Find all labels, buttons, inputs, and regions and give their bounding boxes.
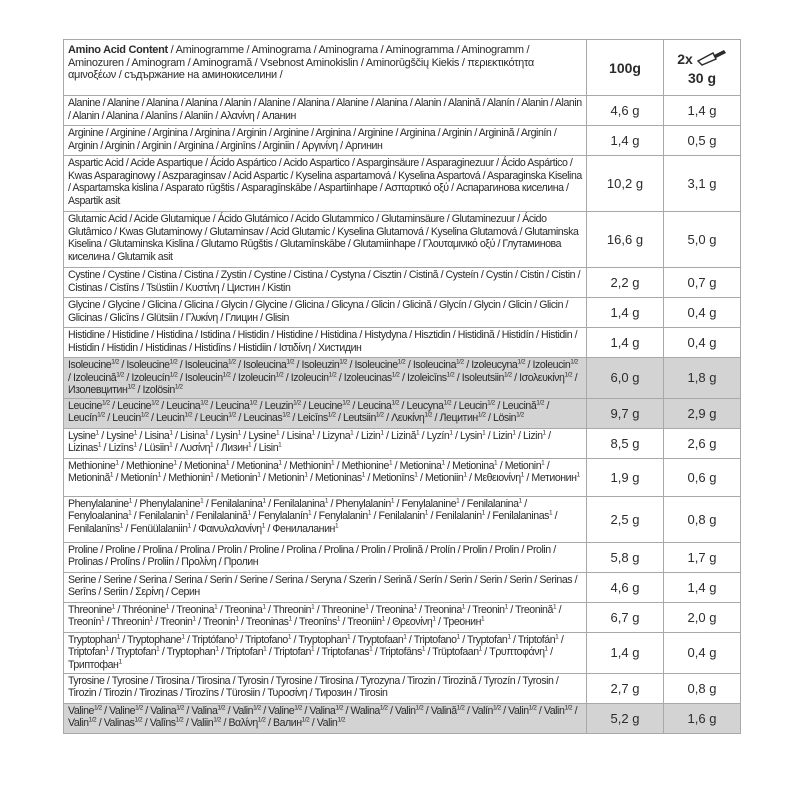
header-serving-count: 2x — [677, 50, 693, 67]
value-per-100g: 1,4 g — [587, 298, 664, 328]
value-per-100g: 9,7 g — [587, 398, 664, 428]
scoop-icon — [697, 50, 727, 71]
value-per-100g: 1,4 g — [587, 632, 664, 673]
amino-acid-table — [63, 39, 741, 734]
value-per-100g: 2,7 g — [587, 673, 664, 703]
table-row — [64, 126, 741, 156]
value-per-100g: 6,7 g — [587, 602, 664, 632]
table-row — [64, 268, 741, 298]
table-row — [64, 156, 741, 212]
value-per-30g: 0,8 g — [664, 496, 741, 542]
table-row — [64, 212, 741, 268]
value-per-30g: 2,9 g — [664, 398, 741, 428]
header-title-rest: / Aminogramme / Aminograma / Aminograma / Aminogramma / Aminogramm / Aminozuren / Aminogram / Aminogramă / Vsebnost Aminokislin / Aminorūgščių Kiekis / περιεκτικότητα αμινοξέων / съдържание на аминокиселини / — [68, 44, 534, 82]
value-per-100g: 4,6 g — [587, 572, 664, 602]
amino-acid-name: Phenylalanine$^1$ / Phenylalanine$^1$ / Fenilalanina$^1$ / Fenilalanina$^1$ / Phenylalanin$^1$ / Fenylalanine$^1$ / Fenilalanina$^1$ / Fenyloalanina$^1$ / Fenilalanin$^1$ / Fenilalanină$^1$ / Fenylalanín$^1$ / Fenylalanin$^1$ / Fenilalanin$^1$ / Fenilalanin$^1$ / Fenilalaninas$^1$ / Fenilalanīns$^1$ / Fenüülalaniin$^1$ / Φαινυλαλανίνη$^1$ / Фенилаланин$^1$ — [64, 496, 587, 542]
value-per-100g: 1,9 g — [587, 458, 664, 496]
amino-acid-name: Aspartic Acid / Acide Aspartique / Ácido Aspártico / Acido Aspartico / Asparginsäure / Asparaginezuur / Ácido Aspártico / Kwas Asparaginowy / Aszparaginsav / Acid Aspartic / Kyselina aspartamová / Kyselina Aspartová / Asparaginska Kiselina / Aspartamska kislina / Asparato rūgštis / Asparagīnskābe / Aspartiinhape / Ασπαρτικό οξύ / Аспарагинова киселина / Aspartik asit — [64, 156, 587, 212]
header-serving-weight: 30 g — [687, 69, 716, 86]
amino-acid-name: Lysine$^1$ / Lysine$^1$ / Lisina$^1$ / Lisina$^1$ / Lysin$^1$ / Lysine$^1$ / Lisina$^1$ / Lizyna$^1$ / Lizin$^1$ / Lizină$^1$ / Lyzín$^1$ / Lysin$^1$ / Lizin$^1$ / Lizin$^1$ / Lizinas$^1$ / Lizīns$^1$ / Lüsiin$^1$ / Λυσίνη$^1$ / Лизин$^1$ / Lisin$^1$ — [64, 428, 587, 458]
value-per-30g: 1,7 g — [664, 542, 741, 572]
table-row — [64, 428, 741, 458]
value-per-100g: 1,4 g — [587, 126, 664, 156]
table-body — [64, 40, 741, 734]
table-row — [64, 358, 741, 399]
value-per-100g: 6,0 g — [587, 358, 664, 399]
header-row — [64, 40, 741, 96]
value-per-30g: 0,8 g — [664, 673, 741, 703]
table-row — [64, 458, 741, 496]
amino-acid-name: Proline / Proline / Prolina / Prolina / Prolin / Proline / Prolina / Prolina / Prolin / Prolină / Prolín / Prolin / Prolin / Prolin / Prolinas / Prolīns / Proliin / Προλίνη / Пролин — [64, 542, 587, 572]
amino-acid-name: Cystine / Cystine / Cistina / Cistina / Zystin / Cystine / Cistina / Cystyna / Cisztin / Cistină / Cysteín / Cystin / Cistin / Cistin / Cistinas / Cistīns / Tsüstiin / Κυστίνη / Цистин / Kistin — [64, 268, 587, 298]
value-per-30g: 0,4 g — [664, 328, 741, 358]
value-per-30g: 0,7 g — [664, 268, 741, 298]
table-row — [64, 542, 741, 572]
table-row — [64, 398, 741, 428]
value-per-30g: 1,8 g — [664, 358, 741, 399]
value-per-30g: 2,0 g — [664, 602, 741, 632]
table-row — [64, 703, 741, 733]
amino-acid-name: Leucine$^{1/2}$ / Leucine$^{1/2}$ / Leucina$^{1/2}$ / Leucina$^{1/2}$ / Leuzin$^{1/2}$ / Leucine$^{1/2}$ / Leucina$^{1/2}$ / Leucyna$^{1/2}$ / Leucin$^{1/2}$ / Leucină$^{1/2}$ / Leucín$^{1/2}$ / Leucin$^{1/2}$ / Leucin$^{1/2}$ / Leucin$^{1/2}$ / Leucinas$^{1/2}$ / Leicīns$^{1/2}$ / Leutsiin$^{1/2}$ / Λευκίνη$^{1/2}$ / Лецитин$^{1/2}$ / Lösin$^{1/2}$ — [64, 398, 587, 428]
amino-acid-name: Methionine$^1$ / Methionine$^1$ / Metionina$^1$ / Metionina$^1$ / Methionin$^1$ / Methionine$^1$ / Metionina$^1$ / Metionina$^1$ / Metionin$^1$ / Metionină$^1$ / Metionín$^1$ / Methionin$^1$ / Metionin$^1$ / Metionin$^1$ / Metioninas$^1$ / Metionīns$^1$ / Metioniin$^1$ / Μεθειονίνη$^1$ / Метионин$^1$ — [64, 458, 587, 496]
amino-acid-name: Glutamic Acid / Acide Glutamique / Ácido Glutámico / Acido Glutammico / Glutaminsäure / Glutaminezuur / Ácido Glutâmico / Kwas Glutaminowy / Glutaminsav / Acid Glutamic / Kyselina Glutamová / Kyselina Glutamová / Glutaminska Kiselina / Glutaminska Kislina / Glutamo Rūgštis / Glutamīnskābe / Glutamiinhape / Γλουταμινικό οξύ / Глутаминова киселина / Glutamik asit — [64, 212, 587, 268]
value-per-100g: 2,2 g — [587, 268, 664, 298]
amino-acid-name: Arginine / Arginine / Arginina / Arginina / Arginin / Arginine / Arginina / Arginine / Arginina / Arginin / Arginină / Arginín / Arginin / Arginin / Arginin / Arginina / Arginīns / Arginiin / Αργινίνη / Аргинин — [64, 126, 587, 156]
value-per-30g: 0,5 g — [664, 126, 741, 156]
value-per-100g: 2,5 g — [587, 496, 664, 542]
amino-acid-name: Glycine / Glycine / Glicina / Glicina / Glycin / Glycine / Glicina / Glicyna / Glicin / Glicină / Glycín / Glycin / Glicin / Glicin / Glicinas / Glicīns / Glütsiin / Γλυκίνη / Глицин / Glisin — [64, 298, 587, 328]
value-per-30g: 3,1 g — [664, 156, 741, 212]
table-row — [64, 96, 741, 126]
value-per-30g: 1,6 g — [664, 703, 741, 733]
header-100g: 100g — [587, 40, 664, 96]
header-title-cell — [64, 40, 587, 96]
amino-acid-name: Serine / Serine / Serina / Serina / Serin / Serine / Serina / Seryna / Szerin / Serină / Serín / Serin / Serin / Serin / Serinas / Serīns / Seriin / Σερίνη / Серин — [64, 572, 587, 602]
value-per-100g: 5,2 g — [587, 703, 664, 733]
table-row — [64, 632, 741, 673]
value-per-30g: 1,4 g — [664, 572, 741, 602]
table-row — [64, 602, 741, 632]
value-per-100g: 4,6 g — [587, 96, 664, 126]
value-per-30g: 0,4 g — [664, 632, 741, 673]
value-per-100g: 16,6 g — [587, 212, 664, 268]
amino-acid-name: Histidine / Histidine / Histidina / Istidina / Histidin / Histidine / Histidina / Histydyna / Hisztidin / Histidină / Histidín / Histidin / Histidin / Histidin / Histidinas / Histidīns / Histidiin / Ιστιδίνη / Хистидин — [64, 328, 587, 358]
value-per-30g: 1,4 g — [664, 96, 741, 126]
amino-acid-name: Tyrosine / Tyrosine / Tirosina / Tirosina / Tyrosin / Tyrosine / Tirosina / Tyrozyna / Tirozin / Tirozină / Tyrozín / Tyrosin / Tirozin / Tirozin / Tirozinas / Tirozīns / Türosiin / Τυροσίνη / Тирозин / Tirosin — [64, 673, 587, 703]
amino-acid-name: Isoleucine$^{1/2}$ / Isoleucine$^{1/2}$ / Isoleucina$^{1/2}$ / Isoleucina$^{1/2}$ / Isoleuzin$^{1/2}$ / Isoleucine$^{1/2}$ / Isoleucina$^{1/2}$ / Izoleucyna$^{1/2}$ / Izoleucin$^{1/2}$ / Izoleucină$^{1/2}$ / Izoleucín$^{1/2}$ / Isoleucin$^{1/2}$ / Izoleucin$^{1/2}$ / Izoleucin$^{1/2}$ / Izoleucinas$^{1/2}$ / Izoleicīns$^{1/2}$ / Isoleutsiin$^{1/2}$ / Ισολευκίνη$^{1/2}$ / Изолевцитин$^{1/2}$ / Izolösin$^{1/2}$ — [64, 358, 587, 399]
table-row — [64, 496, 741, 542]
amino-acid-name: Threonine$^1$ / Thréonine$^1$ / Treonina$^1$ / Treonina$^1$ / Threonin$^1$ / Threonine$^1$ / Treonina$^1$ / Treonina$^1$ / Treonin$^1$ / Treonină$^1$ / Treonín$^1$ / Threonin$^1$ / Treonin$^1$ / Treonin$^1$ / Treoninas$^1$ / Treonīns$^1$ / Treoniin$^1$ / Θρεονίνη$^1$ / Треонин$^1$ — [64, 602, 587, 632]
table-row — [64, 572, 741, 602]
value-per-100g: 1,4 g — [587, 328, 664, 358]
amino-acid-name: Alanine / Alanine / Alanina / Alanina / Alanin / Alanine / Alanina / Alanine / Alanina / Alanin / Alanină / Alanín / Alanin / Alanin / Alanin / Alanina / Alanīns / Alaniin / Αλανίνη / Аланин — [64, 96, 587, 126]
header-title-bold: Amino Acid Content — [68, 44, 168, 56]
value-per-30g: 2,6 g — [664, 428, 741, 458]
table-row — [64, 328, 741, 358]
amino-acid-name: Tryptophan$^1$ / Tryptophane$^1$ / Triptófano$^1$ / Triptofano$^1$ / Tryptophan$^1$ / Tryptofaan$^1$ / Triptofano$^1$ / Tryptofan$^1$ / Triptofán$^1$ / Triptofan$^1$ / Tryptofan$^1$ / Tryptophan$^1$ / Triptofan$^1$ / Triptofan$^1$ / Triptofanas$^1$ / Triptofāns$^1$ / Trüptofaan$^1$ / Τρυπτοφάνη$^1$ / Триптофан$^1$ — [64, 632, 587, 673]
value-per-30g: 5,0 g — [664, 212, 741, 268]
table-row — [64, 298, 741, 328]
table-row — [64, 673, 741, 703]
amino-acid-name: Valine$^{1/2}$ / Valine$^{1/2}$ / Valina$^{1/2}$ / Valina$^{1/2}$ / Valin$^{1/2}$ / Valine$^{1/2}$ / Valina$^{1/2}$ / Walina$^{1/2}$ / Valin$^{1/2}$ / Valină$^{1/2}$ / Valín$^{1/2}$ / Valin$^{1/2}$ / Valin$^{1/2}$ / Valin$^{1/2}$ / Valinas$^{1/2}$ / Valīns$^{1/2}$ / Valiin$^{1/2}$ / Βαλίνη$^{1/2}$ / Валин$^{1/2}$ / Valin$^{1/2}$ — [64, 703, 587, 733]
value-per-30g: 0,4 g — [664, 298, 741, 328]
header-serving — [664, 40, 741, 96]
value-per-100g: 5,8 g — [587, 542, 664, 572]
value-per-30g: 0,6 g — [664, 458, 741, 496]
value-per-100g: 8,5 g — [587, 428, 664, 458]
value-per-100g: 10,2 g — [587, 156, 664, 212]
